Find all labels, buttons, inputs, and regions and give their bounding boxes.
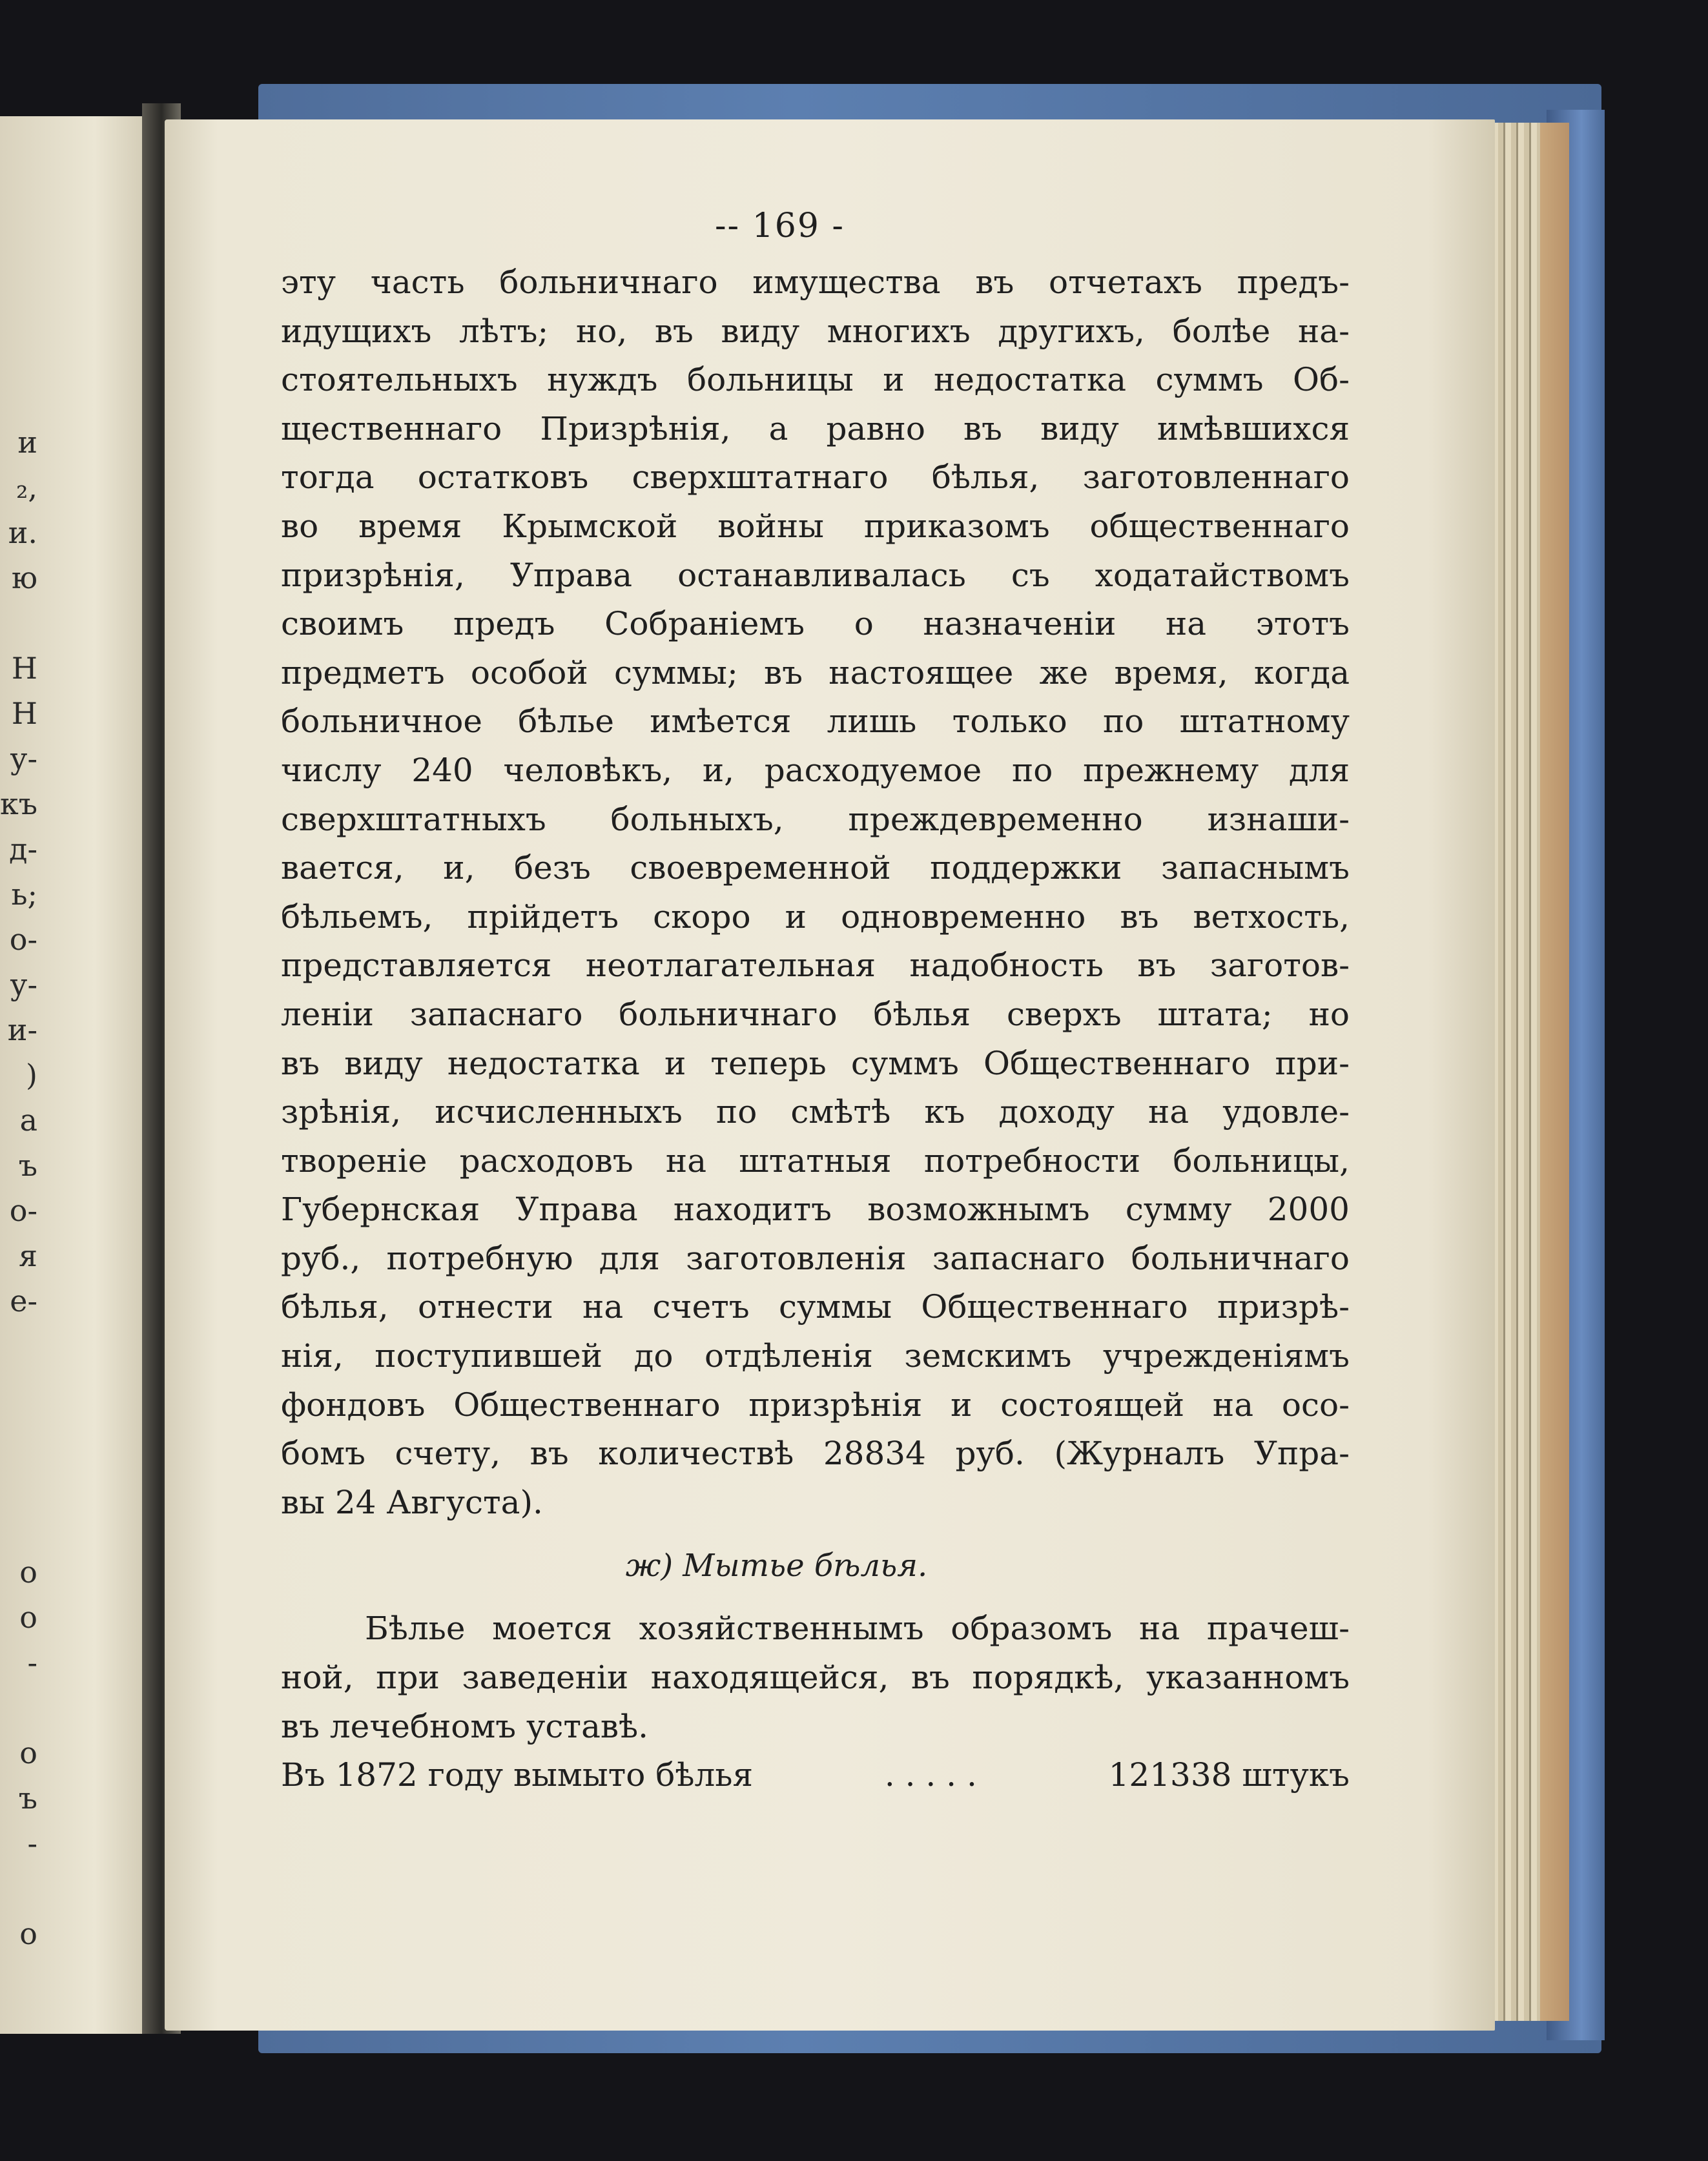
text-line: бѣльемъ, прійдетъ скоро и одновременно въ ветхость, <box>281 897 1350 936</box>
left-margin-fragment <box>0 1414 39 1459</box>
tally-value: 121338 штукъ <box>1108 1756 1350 1794</box>
text-line: нія, поступившей до отдѣленія земскимъ учрежденіямъ <box>281 1337 1350 1375</box>
text-line: больничное бѣлье имѣется лишь только по штатному <box>281 702 1350 741</box>
left-margin-fragment: и <box>17 425 37 460</box>
left-margin-fragment: и- <box>7 1012 37 1047</box>
text-line: бѣлья, отнести на счетъ суммы Общественнаго призрѣ- <box>281 1288 1350 1326</box>
text-line: леніи запаснаго больничнаго бѣлья сверхъ штата; но <box>281 995 1350 1033</box>
left-margin-fragment: у- <box>10 741 37 776</box>
left-margin-fragment: я <box>18 1238 37 1273</box>
text-line: вы 24 Августа). <box>281 1483 543 1521</box>
text-line: во время Крымской войны приказомъ общественнаго <box>281 507 1350 545</box>
left-margin-fragment <box>0 1685 39 1730</box>
left-margin-fragment: о- <box>9 1193 37 1228</box>
left-margin-fragment: а <box>19 1103 37 1138</box>
text-line: числу 240 человѣкъ, и, расходуемое по прежнему для <box>281 751 1350 789</box>
left-margin-fragment: ъ <box>18 1148 37 1183</box>
left-margin-fragment: Н <box>11 651 37 686</box>
left-margin-fragment: у- <box>10 967 37 1002</box>
text-line: щественнаго Призрѣнія, а равно въ виду имѣвшихся <box>281 409 1350 447</box>
left-margin-fragment: о <box>19 1555 37 1590</box>
text-line: руб., потребную для заготовленія запаснаго больничнаго <box>281 1239 1350 1277</box>
left-margin-fragment: - <box>27 1645 37 1680</box>
text-line: фондовъ Общественнаго призрѣнія и состоящей на осо- <box>281 1386 1350 1424</box>
left-margin-fragment <box>0 1369 39 1414</box>
text-line: призрѣнія, Управа останавливалась съ ходатайствомъ <box>281 556 1350 594</box>
left-margin-fragment <box>0 600 39 646</box>
left-facing-page <box>0 116 158 2034</box>
left-margin-fragment <box>0 1866 39 1911</box>
text-line: зрѣнія, исчисленныхъ по смѣтѣ къ доходу на удовле- <box>281 1093 1350 1131</box>
tally-dots: . . . . . <box>884 1756 977 1794</box>
left-margin-fragment <box>0 1504 39 1550</box>
left-margin-fragment: д- <box>9 832 37 866</box>
left-margin-fragment <box>0 1459 39 1504</box>
left-margin-fragment: ъ <box>18 1781 37 1816</box>
page-text <box>281 194 1350 1799</box>
page-stack-edge <box>1485 123 1569 2021</box>
text-line: Губернская Управа находитъ возможнымъ сумму 2000 <box>281 1191 1350 1229</box>
text-line: ной, при заведеніи находящейся, въ порядкѣ, указанномъ <box>281 1659 1350 1697</box>
text-line: представляется неотлагательная надобность въ заготов- <box>281 947 1350 985</box>
left-margin-fragment: о <box>19 1916 37 1951</box>
left-page-fragments <box>0 420 39 1956</box>
text-line: стоятельныхъ нуждъ больницы и недостатка суммъ Об- <box>281 361 1350 399</box>
text-line: эту часть больничнаго имущества въ отчетахъ предъ- <box>281 263 1350 301</box>
left-margin-fragment: и. <box>8 515 37 550</box>
text-line: въ виду недостатка и теперь суммъ Общественнаго при- <box>281 1044 1350 1082</box>
tally-line <box>281 1751 1350 1799</box>
left-margin-fragment: о <box>19 1600 37 1635</box>
text-line: твореніе расходовъ на штатныя потребности больницы, <box>281 1142 1350 1180</box>
section-heading: ж) Мытье бѣлья. <box>625 1548 928 1584</box>
left-margin-fragment <box>0 1324 39 1369</box>
left-margin-fragment: ю <box>11 560 37 595</box>
left-margin-fragment: Н <box>11 696 37 731</box>
body-paragraph <box>281 258 1350 1527</box>
text-line: вается, и, безъ своевременной поддержки запаснымъ <box>281 849 1350 887</box>
left-margin-fragment: о <box>19 1736 37 1770</box>
left-margin-fragment: е- <box>10 1284 37 1318</box>
left-margin-fragment: ₂, <box>15 470 37 505</box>
left-margin-fragment: ь; <box>11 877 37 912</box>
text-line: въ лечебномъ уставѣ. <box>281 1707 649 1745</box>
text-line: сверхштатныхъ больныхъ, преждевременно изнаши- <box>281 800 1350 838</box>
text-line: идущихъ лѣтъ; но, въ виду многихъ другихъ, болѣе на- <box>281 312 1350 350</box>
text-line: бомъ счету, въ количествѣ 28834 руб. (Журналъ Упра- <box>281 1435 1350 1473</box>
text-line: тогда остатковъ сверхштатнаго бѣлья, заготовленнаго <box>281 458 1350 497</box>
left-margin-fragment: - <box>27 1826 37 1861</box>
section-paragraph <box>281 1604 1350 1751</box>
page-number: -- 169 - <box>714 207 845 245</box>
text-line: своимъ предъ Собраніемъ о назначеніи на этотъ <box>281 605 1350 643</box>
text-line: предметъ особой суммы; въ настоящее же время, когда <box>281 653 1350 691</box>
text-line: Бѣлье моется хозяйственнымъ образомъ на прачеш- <box>365 1610 1350 1648</box>
left-margin-fragment: къ <box>0 786 38 821</box>
tally-label: Въ 1872 году вымыто бѣлья <box>281 1756 754 1794</box>
left-margin-fragment: ) <box>26 1058 37 1092</box>
left-margin-fragment: о- <box>9 922 37 957</box>
